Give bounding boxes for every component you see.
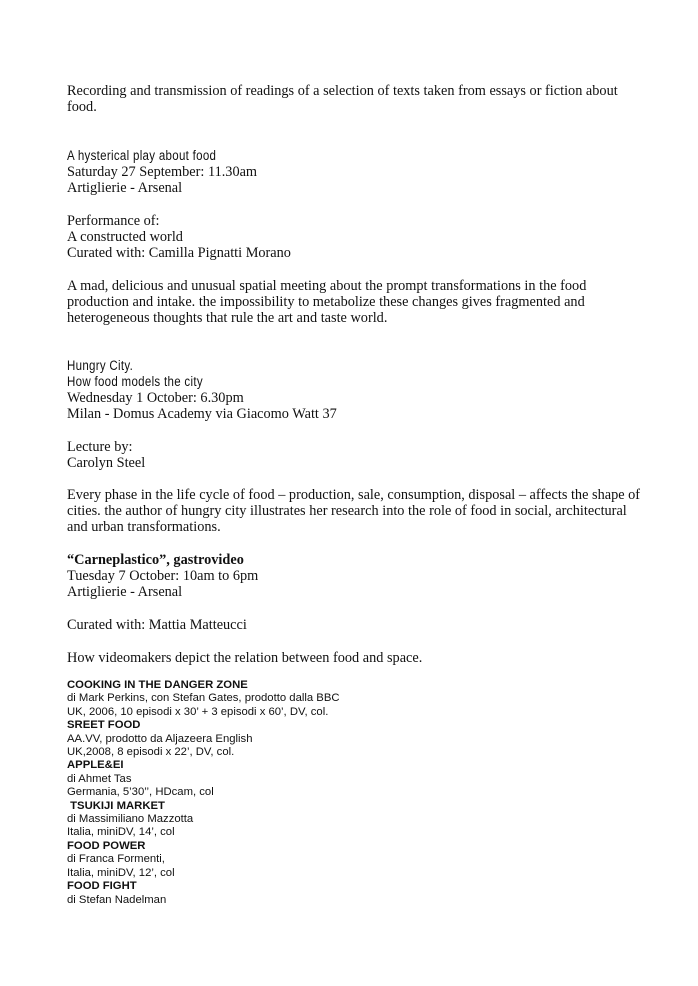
event2-title-line1: Hungry City. bbox=[67, 358, 134, 373]
intro-paragraph bbox=[67, 83, 618, 115]
event2-venue: Milan - Domus Academy via Giacomo Watt 37 bbox=[67, 406, 337, 423]
event2-details bbox=[67, 390, 337, 422]
film-list bbox=[67, 679, 340, 907]
film-info: UK,2008, 8 episodi x 22’, DV, col. bbox=[67, 746, 235, 759]
event3-curator: Curated with: Mattia Matteucci bbox=[67, 617, 247, 633]
event3-date: Tuesday 7 October: 10am to 6pm bbox=[67, 568, 259, 585]
description-line: A mad, delicious and unusual spatial meeting about the prompt transformations in the food bbox=[67, 278, 587, 294]
film-title: FOOD FIGHT bbox=[67, 880, 137, 893]
event1-curator: Curated with: Camilla Pignatti Morano bbox=[67, 245, 291, 262]
event1-details bbox=[67, 164, 257, 196]
intro-line: food. bbox=[67, 99, 97, 116]
event2-date: Wednesday 1 October: 6.30pm bbox=[67, 390, 244, 406]
film-title: COOKING IN THE DANGER ZONE bbox=[67, 679, 248, 691]
event3-venue: Artiglierie - Arsenal bbox=[67, 584, 183, 601]
event2-title-line2: How food models the city bbox=[67, 374, 203, 389]
intro-line: Recording and transmission of readings of a selection of texts taken from essays or fiction about bbox=[67, 83, 618, 99]
description-line: Every phase in the life cycle of food – production, sale, consumption, disposal – affects the shape of bbox=[67, 487, 641, 503]
event1-description bbox=[67, 278, 586, 327]
film-credit: di Ahmet Tas bbox=[67, 772, 132, 785]
event3-description: How videomakers depict the relation between food and space. bbox=[67, 650, 423, 666]
film-title: APPLE&EI bbox=[67, 759, 124, 772]
event2-description bbox=[67, 487, 640, 536]
film-title: FOOD POWER bbox=[67, 839, 146, 852]
film-credit: di Stefan Nadelman bbox=[67, 893, 167, 906]
film-info: UK, 2006, 10 episodi x 30’ + 3 episodi x 60’, DV, col. bbox=[67, 705, 329, 718]
film-credit: di Franca Formenti, bbox=[67, 853, 165, 866]
description-line: heterogeneous thoughts that rule the art and taste world. bbox=[67, 310, 388, 327]
performance-title: A constructed world bbox=[67, 229, 183, 246]
lecturer-name: Carolyn Steel bbox=[67, 455, 146, 472]
event3-details bbox=[67, 552, 258, 601]
lecture-label: Lecture by: bbox=[67, 439, 133, 455]
description-line: production and intake. the impossibility to metabolize these changes gives fragmented and bbox=[67, 294, 585, 311]
film-title: SREET FOOD bbox=[67, 719, 141, 732]
event3-title: “Carneplastico”, gastrovideo bbox=[67, 552, 244, 568]
event1-venue: Artiglierie - Arsenal bbox=[67, 180, 183, 197]
event2-lecture bbox=[67, 439, 145, 471]
film-credit: AA.VV, prodotto da Aljazeera English bbox=[67, 732, 253, 745]
film-info: Italia, miniDV, 14’, col bbox=[67, 826, 175, 839]
film-title: TSUKIJI MARKET bbox=[67, 799, 165, 812]
film-credit: di Massimiliano Mazzotta bbox=[67, 813, 194, 826]
film-credit: di Mark Perkins, con Stefan Gates, prodotto dalla BBC bbox=[67, 692, 340, 705]
description-line: cities. the author of hungry city illustrates her research into the role of food in social, architectural bbox=[67, 503, 627, 520]
event1-performance bbox=[67, 213, 291, 262]
film-info: Italia, miniDV, 12’, col bbox=[67, 866, 175, 879]
event1-date: Saturday 27 September: 11.30am bbox=[67, 164, 258, 180]
description-line: and urban transformations. bbox=[67, 519, 221, 536]
performance-label: Performance of: bbox=[67, 213, 160, 229]
event1-title: A hysterical play about food bbox=[67, 148, 217, 163]
film-info: Germania, 5’30’’, HDcam, col bbox=[67, 786, 214, 799]
